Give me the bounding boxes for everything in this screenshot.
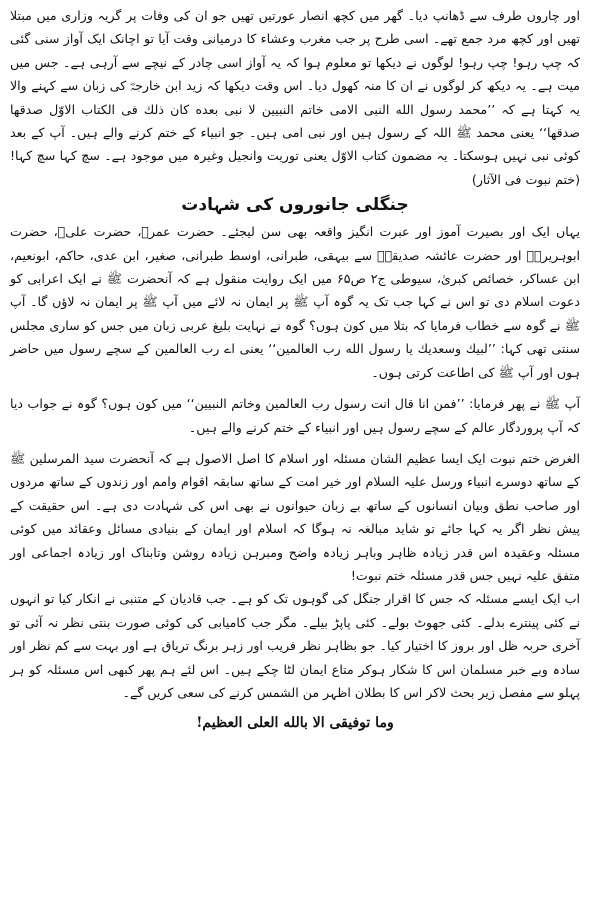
section-heading: جنگلی جانوروں کی شہادت [181, 195, 409, 216]
paragraph-lizard-testimony: یہاں ایک اور بصیرت آموز اور عبرت انگیز واقعہ بھی سن لیجئے۔ حضرت عمرؓ، حضرت علیؓ، حضرت ابوہریرہؓ اور حضرت عائشہ صدیقہؓ سے بیہقی، طبرانی، اوسط طبرانی، صغیر، ابن عدی، حاکم، ابونعیم، ابن عساکر، خصائص کبریٰ، سیوطی ج۲ ص۶۵ میں ایک روایت منقول ہے کہ آنحضرت ﷺ نے ایک اعرابی کو دعوت اسلام دی تو اس نے کہا جب تک یہ گوہ آپ ﷺ پر ایمان نہ لائے میں آپ ﷺ پر ایمان نہ لاؤں گا۔ آپ ﷺ نے گوہ سے خطاب فرمایا کہ بتلا میں کون ہوں؟ گوہ نے نہایت بلیغ عربی زبان میں جس کو ساری مجلس سنتی تھی کہا: ’’لبیك وسعدیك یا رسول الله رب العالمین‘‘ یعنی اے رب العالمین کے سچے رسول میں حاضر ہوں اور آپ ﷺ کی اطاعت کرتی ہوں۔ [10, 224, 580, 380]
paragraph-khatm-nabuwwat: الغرض ختم نبوت ایک ایسا عظیم الشان مسئلہ اور اسلام کا اصل الاصول ہے کہ آنحضرت سید المرسلین ﷺ کے ساتھ دوسرے انبیاء ورسل علیہ السلام اور خیر امت کے ساتھ سابقہ اقوام وامم اور زندوں کے ساتھ مردوں اور صاحب نطق وبیان انسانوں کے ساتھ بے زبان حیوانوں نے بھی اس کی شہادت دی ہے۔ اس حقیقت کے پیش نظر اگر یہ کہا جائے تو شاید مبالغہ نہ ہوگا کہ اسلام اور ایمان کے بنیادی مسائل وعقائد میں کوئی مسئلہ وعقیدہ اس قدر زیادہ ظاہر وباہر زیادہ واضح ومبرہن زیادہ روشن وتابناک اور زیادہ اجماعی اور متفق علیہ نہیں جس قدر مسئلہ ختم نبوت! [10, 450, 580, 583]
paragraph-zaid-ibn-kharija: اور چاروں طرف سے ڈھانپ دیا۔ گھر میں کچھ انصار عورتیں تھیں جو ان کی وفات پر گریہ وزاری میں مبتلا تھیں اور کچھ مرد جمع تھے۔ اسی طرح پر جب مغرب وعشاء کا درمیانی وقت آیا تو اچانک ایک آواز سنی گئی کہ چپ رہو! چپ رہو! لوگوں نے دیکھا تو معلوم ہوا کہ یہ آواز اسی چادر کے نیچے سے آرہی ہے۔ جس میں میت ہے۔ یہ دیکھ کر لوگوں نے ان کا منہ کھول دیا۔ اس وقت دیکھا کہ زید ابن خارجہؓ کی زبان سے کہنے والا یہ کہتا ہے کہ ’’محمد رسول الله النبی الامی خاتم النبیین لا نبی بعده كان ذلك فی الكتاب الاوّل صدقها صدقها‘‘ یعنی محمد ﷺ اللہ کے رسول ہیں اور نبی امی ہیں۔ جو انبیاء کے ختم کرنے والے ہیں۔ آپ کے بعد کوئی نبی نہیں ہوسکتا۔ یہ مضمون کتاب الاوّل یعنی توریت وانجیل وغیرہ میں موجود ہے۔ سچ کہا سچ کہا! (ختم نبوت فی الآثار) [10, 8, 580, 187]
closing-dua: وما توفیقی الا بالله العلی العظیم! [196, 715, 394, 732]
paragraph-qadiani: اب ایک ایسے مسئلہ کہ جس کا اقرار جنگل کی گوہوں تک کو ہے۔ جب قادیان کے متنبی نے انکار کیا تو انہوں نے کئی پینترے بدلے۔ کئی جھوٹ بولے۔ کئی پاپڑ بیلے۔ مگر جب کامیابی کی کوئی صورت بنتی نظر نہ آئی تو آخری حربہ ظل اور بروز کا اختیار کیا۔ جو بظاہر نظر فریب اور زہر برنگ تریاق ہے اور بہت سے کم نظر اور سادہ وبے خبر مسلمان اس کا شکار ہوکر متاع ایمان لٹا چکے ہیں۔ اس لئے ہم پھر کبھی اس مسئلہ کو ہر پہلو سے مفصل زیر بحث لاکر اس کا بطلان اظہر من الشمس کرنے کی سعی کریں گے۔ [10, 591, 580, 700]
paragraph-prophet-question: آپ ﷺ نے پھر فرمایا: ’’فمن انا قال انت رسول رب العالمین وخاتم النبیین‘‘ میں کون ہوں؟ گوہ نے جواب دیا کہ آپ پروردگار عالم کے سچے رسول ہیں اور انبیاء کے ختم کرنے والے ہیں۔ [10, 396, 580, 435]
